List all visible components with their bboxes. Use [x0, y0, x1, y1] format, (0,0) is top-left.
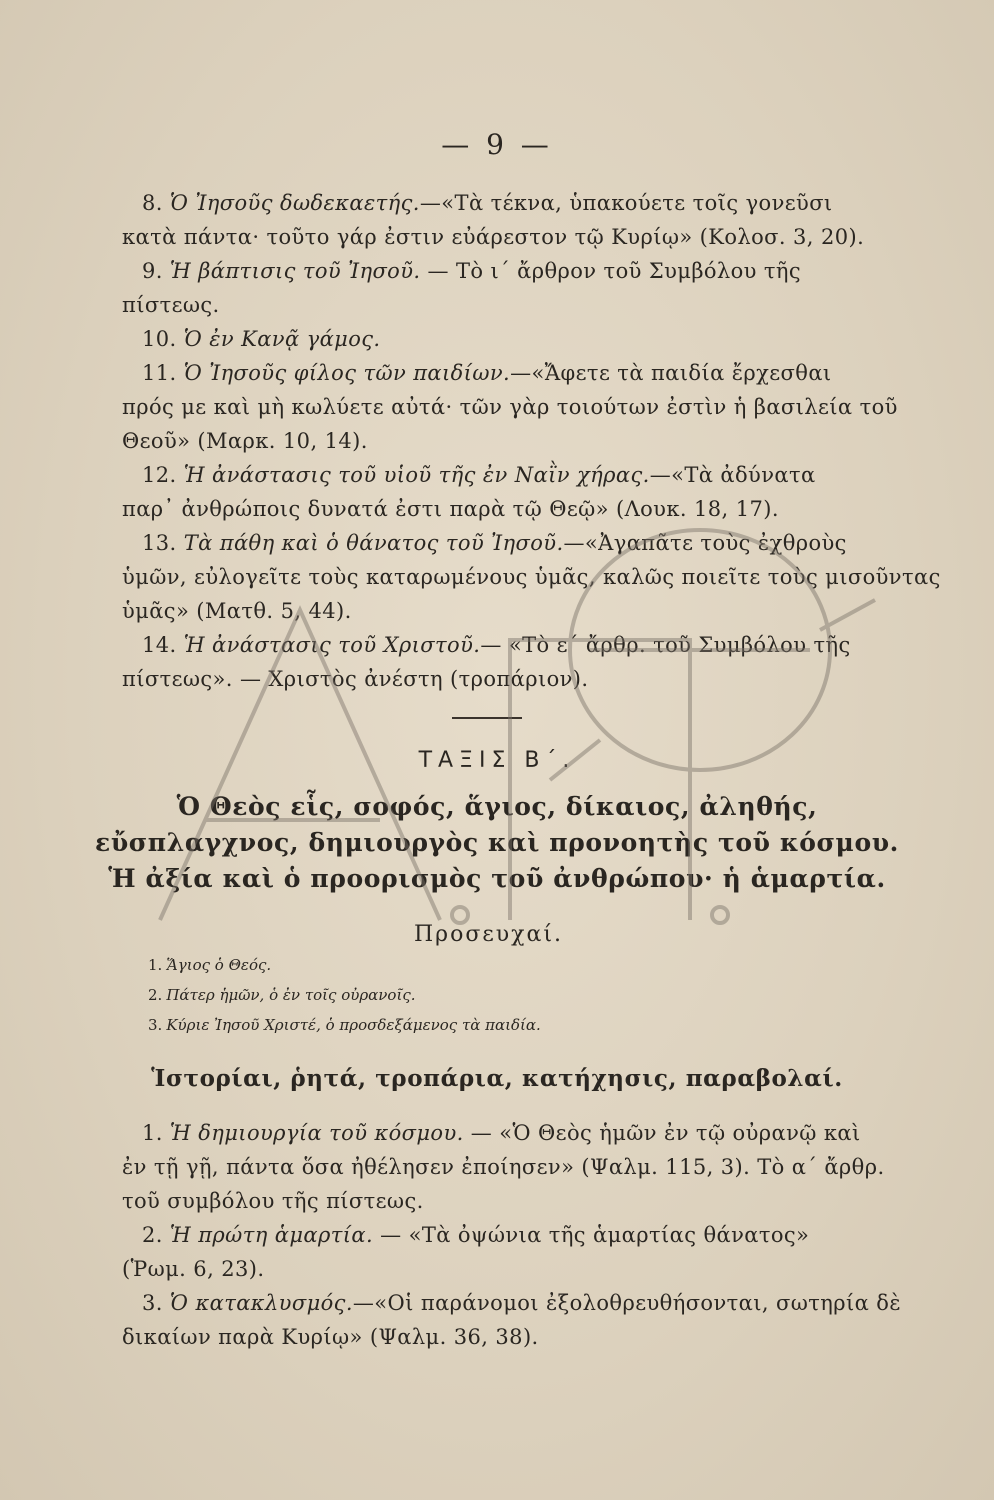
story-2-cont: (Ῥωμ. 6, 23). [122, 1257, 265, 1281]
story-1-cont: ἐν τῇ γῇ, πάντα ὅσα ἠθέλησεν ἐποίησεν» (Ψαλμ. 115, 3). Τὸ α´ ἄρθρ. [122, 1155, 885, 1179]
item-12-cont: παρ᾽ ἀνθρώποις δυνατά ἐστι παρὰ τῷ Θεῷ» (Λουκ. 18, 17). [122, 497, 779, 521]
story-1-cont2: τοῦ συμβόλου τῆς πίστεως. [122, 1189, 424, 1213]
story-2: 2. Ἡ πρώτη ἁμαρτία. — «Τὰ ὀψώνια τῆς ἁμαρτίας θάνατος» [142, 1223, 810, 1247]
page-number: — 9 — [441, 128, 553, 161]
section-heading-line-3: Ἡ ἀξία καὶ ὁ προορισμὸς τοῦ ἀνθρώπου· ἡ ἁμαρτία. [108, 864, 886, 893]
item-8: 8. Ὁ Ἰησοῦς δωδεκαετής.—«Τὰ τέκνα, ὑπακούετε τοῖς γονεῦσι [142, 191, 833, 215]
section-heading-line-1: Ὁ Θεὸς εἷς, σοφός, ἅγιος, δίκαιος, ἀληθής, [176, 792, 818, 821]
item-9: 9. Ἡ βάπτισις τοῦ Ἰησοῦ. — Τὸ ι´ ἄρθρον τοῦ Συμβόλου τῆς [142, 259, 802, 283]
item-10: 10. Ὁ ἐν Κανᾷ γάμος. [142, 327, 381, 351]
item-14: 14. Ἡ ἀνάστασις τοῦ Χριστοῦ.— «Τὸ ε´ ἄρθρ. τοῦ Συμβόλου τῆς [142, 633, 851, 657]
item-11: 11. Ὁ Ἰησοῦς φίλος τῶν παιδίων.—«Ἄφετε τὰ παιδία ἔρχεσθαι [142, 361, 832, 385]
section-divider [452, 717, 522, 719]
stories-heading: Ἱστορίαι, ῥητά, τροπάρια, κατήχησις, παραβολαί. [151, 1065, 843, 1092]
prayer-1: 1. Ἅγιος ὁ Θεός. [148, 956, 272, 974]
item-13-cont2: ὑμᾶς» (Ματθ. 5, 44). [122, 599, 352, 623]
prayer-2: 2. Πάτερ ἡμῶν, ὁ ἐν τοῖς οὐρανοῖς. [148, 986, 416, 1004]
item-8-cont: κατὰ πάντα· τοῦτο γάρ ἐστιν εὐάρεστον τῷ Κυρίῳ» (Κολοσ. 3, 20). [122, 225, 865, 249]
item-13-cont: ὑμῶν, εὐλογεῖτε τοὺς καταρωμένους ὑμᾶς, καλῶς ποιεῖτε τοὺς μισοῦντας [122, 565, 941, 589]
story-1: 1. Ἡ δημιουργία τοῦ κόσμου. — «Ὁ Θεὸς ἡμῶν ἐν τῷ οὐρανῷ καὶ [142, 1121, 861, 1145]
story-3-cont: δικαίων παρὰ Κυρίῳ» (Ψαλμ. 36, 38). [122, 1325, 539, 1349]
item-14-cont: πίστεως». — Χριστὸς ἀνέστη (τροπάριον). [122, 667, 589, 691]
item-11-cont2: Θεοῦ» (Μαρκ. 10, 14). [122, 429, 368, 453]
section-label: ΤΑΞΙΣ Β´. [418, 748, 576, 773]
prayer-3: 3. Κύριε Ἰησοῦ Χριστέ, ὁ προσδεξάμενος τὰ παιδία. [148, 1016, 541, 1034]
section-heading-line-2: εὔσπλαγχνος, δημιουργὸς καὶ προνοητὴς τοῦ κόσμου. [95, 828, 899, 857]
item-11-cont: πρός με καὶ μὴ κωλύετε αὐτά· τῶν γὰρ τοιούτων ἐστὶν ἡ βασιλεία τοῦ [122, 395, 898, 419]
story-3: 3. Ὁ κατακλυσμός.—«Οἱ παράνομοι ἐξολοθρευθήσονται, σωτηρία δὲ [142, 1291, 902, 1315]
prayers-title: Προσευχαί. [414, 922, 563, 947]
item-9-cont: πίστεως. [122, 293, 220, 317]
item-12: 12. Ἡ ἀνάστασις τοῦ υἱοῦ τῆς ἐν Ναῒν χήρας.—«Τὰ ἀδύνατα [142, 463, 816, 487]
item-13: 13. Τὰ πάθη καὶ ὁ θάνατος τοῦ Ἰησοῦ.—«Ἀγαπᾶτε τοὺς ἐχθροὺς [142, 531, 847, 555]
